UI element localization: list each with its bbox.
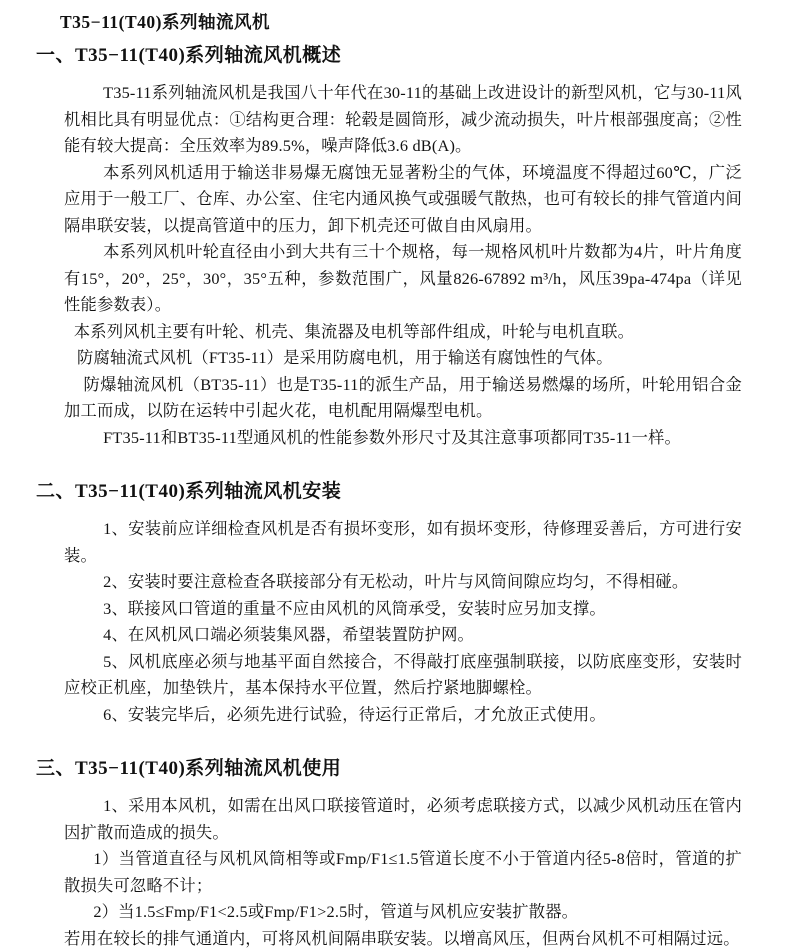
document-title: T35−11(T40)系列轴流风机 bbox=[60, 12, 271, 32]
install-step-2: 2、安装时要注意检查各联接部分有无松动，叶片与风筒间隙应均匀，不得相碰。 bbox=[103, 572, 689, 591]
installation-heading: 二、T35−11(T40)系列轴流风机安装 bbox=[36, 481, 342, 502]
section-usage bbox=[0, 756, 800, 952]
overview-body bbox=[64, 80, 742, 451]
overview-heading: 一、T35−11(T40)系列轴流风机概述 bbox=[36, 45, 342, 66]
install-step-5: 5、风机底座必须与地基平面自然接合，不得敲打底座强制联接，以防底座变形，安装时应校正机座，加垫铁片，基本保持水平位置，然后拧紧地脚螺栓。 bbox=[64, 651, 742, 697]
overview-paragraph-2: 本系列风机适用于输送非易爆无腐蚀无显著粉尘的气体，环境温度不得超过60℃，广泛应用于一般工厂、仓库、办公室、住宅内通风换气或强暖气散热，也可有较长的排气管道内间隔串联安装，以提高管道中的压力，卸下机壳还可做自由风扇用。 bbox=[64, 162, 742, 235]
overview-paragraph-7: FT35-11和BT35-11型通风机的性能参数外形尺寸及其注意事项都同T35-11一样。 bbox=[103, 427, 682, 447]
usage-subitem-2: 2）当1.5≤Fmp/F1<2.5或Fmp/F1>2.5时，管道与风机应安装扩散器。 bbox=[93, 902, 579, 921]
section-overview bbox=[0, 43, 800, 451]
install-step-4: 4、在风机风口端必须装集风器，希望装置防护网。 bbox=[103, 625, 475, 644]
usage-heading: 三、T35−11(T40)系列轴流风机使用 bbox=[36, 758, 342, 779]
overview-paragraph-6: 防爆轴流风机（BT35-11）也是T35-11的派生产品，用于输送易燃爆的场所，叶轮用铝合金加工而成，以防在运转中引起火花，电机配用隔爆型电机。 bbox=[64, 374, 742, 420]
overview-paragraph-4: 本系列风机主要有叶轮、机壳、集流器及电机等部件组成，叶轮与电机直联。 bbox=[73, 321, 635, 341]
installation-body bbox=[64, 516, 742, 728]
overview-paragraph-5: 防腐轴流式风机（FT35-11）是采用防腐电机，用于输送有腐蚀性的气体。 bbox=[77, 348, 613, 367]
usage-paragraph-1: 1、采用本风机，如需在出风口联接管道时，必须考虑联接方式，以减少风机动压在管内因扩散而造成的损失。 bbox=[64, 796, 742, 842]
usage-subitem-1: 1）当管道直径与风机风筒相等或Fmp/F1≤1.5管道长度不小于管道内径5-8倍时，管道的扩散损失可忽略不计； bbox=[64, 849, 742, 895]
usage-paragraph-2: 若用在较长的排气通道内，可将风机间隔串联安装。以增高风压，但两台风机不可相隔过远。 bbox=[64, 928, 740, 948]
install-step-3: 3、联接风口管道的重量不应由风机的风筒承受，安装时应另加支撑。 bbox=[103, 598, 606, 618]
section-installation bbox=[0, 479, 800, 728]
overview-paragraph-3: 本系列风机叶轮直径由小到大共有三十个规格，每一规格风机叶片数都为4片，叶片角度有15°，20°，25°，30°，35°五种，参数范围广，风量826-67892 m³/h，风压39pa-474pa（详见性能参数表）。 bbox=[64, 242, 742, 314]
usage-body bbox=[64, 793, 742, 952]
install-step-6: 6、安装完毕后，必须先进行试验，待运行正常后，才允放正式使用。 bbox=[103, 704, 606, 724]
overview-paragraph-1: T35-11系列轴流风机是我国八十年代在30-11的基础上改进设计的新型风机，它与30-11风机相比具有明显优点：①结构更合理：轮毂是圆筒形，减少流动损失，叶片根部强度高；②性能有较大提高：全压效率为89.5%，噪声降低3.6 dB(A)。 bbox=[64, 83, 742, 155]
install-step-1: 1、安装前应详细检查风机是否有损坏变形，如有损坏变形，待修理妥善后，方可进行安装。 bbox=[64, 519, 742, 565]
